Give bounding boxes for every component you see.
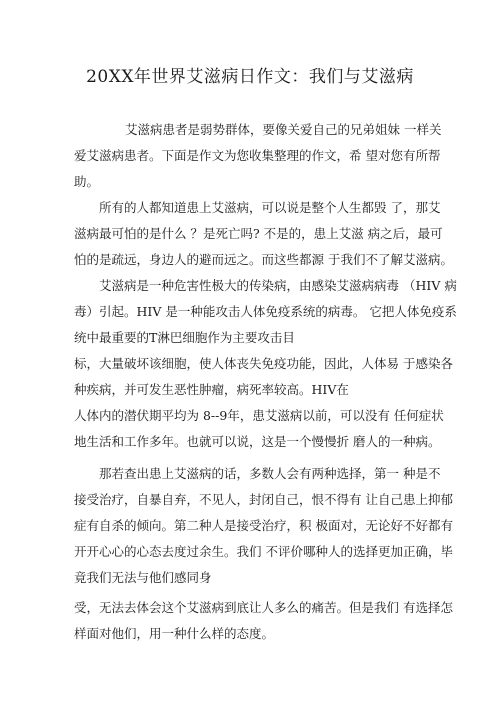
paragraph-line: 艾滋病患者是弱势群体，要像关爱自己的兄弟姐妹 一样关 <box>125 122 442 137</box>
paragraph-line: 样面对他们，用一种什么样的态度。 <box>74 626 275 641</box>
paragraph-line: 统中最重要的T淋巴细胞作为主要攻击目 <box>74 330 295 345</box>
paragraph-line: 症有自杀的倾向。第二种人是接受治疗，积 极面对，无论好不好都有 <box>74 518 453 533</box>
paragraph-line: 艾滋病是一种危害性极大的传染病，由感染艾滋病病毒 （HIV 病 <box>99 278 457 293</box>
paragraph-line: 毒）引起。HIV 是一种能攻击人体免疫系统的病毒。 它把人体免疫系 <box>74 304 457 319</box>
page-title: 20XX年世界艾滋病日作文：我们与艾滋病 <box>86 67 414 87</box>
paragraph-line: 开开心心的心态去度过余生。我们 不评价哪种人的选择更加正确，毕 <box>74 544 453 559</box>
paragraph-line: 所有的人都知道患上艾滋病，可以说是整个人生都毁 了，那艾 <box>99 200 441 215</box>
paragraph-line: 竟我们无法与他们感同身 <box>74 570 212 585</box>
paragraph-line: 地生活和工作多年。也就可以说，这是一个慢慢折 磨人的一种病。 <box>74 434 441 449</box>
paragraph-line: 接受治疗，自暴自弃，不见人，封闭自己，恨不得有 让自己患上抑郁 <box>74 492 453 507</box>
paragraph-line: 滋病最可怕的是什么 ？是死亡吗? 不是的，患上艾滋 病之后，最可 <box>74 226 443 241</box>
paragraph-line: 怕的是疏远，身边人的避而远之。而这些都源 于我们不了解艾滋病。 <box>74 252 453 267</box>
paragraph-line: 助。 <box>74 174 100 189</box>
paragraph-line: 标，大量破坏该细胞，使人体丧失免疫功能，因此，人体易 于感染各 <box>74 356 453 371</box>
paragraph-line: 受，无法去体会这个艾滋病到底让人多么的痛苦。但是我们 有选择怎 <box>74 600 453 615</box>
paragraph-line: 人体内的潜伏期平均为 8--9年，患艾滋病以前，可以没有 任何症状 <box>74 408 444 423</box>
paragraph-line: 那若查出患上艾滋病的话，多数人会有两种选择，第一 种是不 <box>99 466 441 481</box>
paragraph-line: 种疾病，并可发生恶性肿瘤，病死率较高。HIV在 <box>74 382 349 397</box>
paragraph-line: 爱艾滋病患者。下面是作文为您收集整理的作文，希 望对您有所帮 <box>74 148 441 163</box>
